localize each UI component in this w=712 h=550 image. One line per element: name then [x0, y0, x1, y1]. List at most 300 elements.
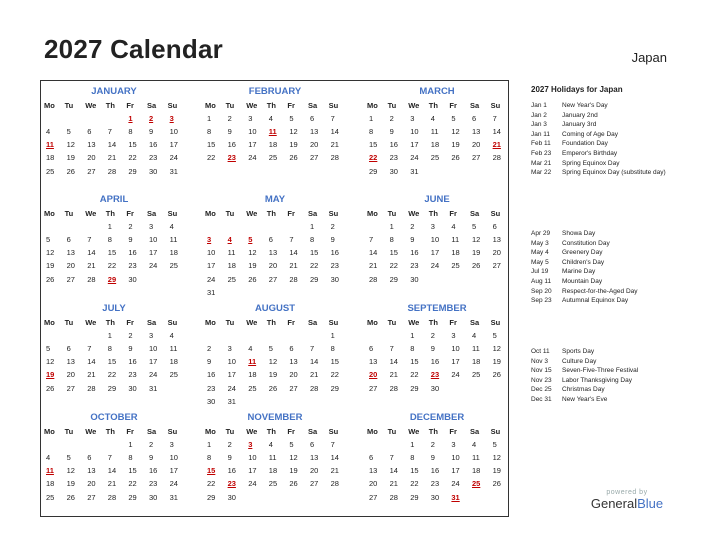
- day-cell: 16: [207, 370, 216, 380]
- day-cell: 28: [330, 479, 339, 489]
- holiday-name: Respect-for-the-Aged Day: [562, 287, 638, 295]
- day-cell: 8: [207, 453, 212, 463]
- day-cell: 18: [430, 140, 440, 150]
- holiday-row: [531, 366, 701, 376]
- holiday-name: Christmas Day: [562, 386, 605, 394]
- day-cell: 3: [149, 222, 154, 232]
- day-cell: 3: [149, 331, 154, 341]
- day-cell: 30: [330, 274, 339, 284]
- day-cell: 7: [107, 127, 112, 137]
- day-cell: 29: [389, 274, 398, 284]
- day-cell: 21: [330, 140, 339, 150]
- day-cell: 7: [389, 344, 394, 354]
- day-cell: 6: [268, 235, 273, 245]
- day-cell: 15: [207, 140, 216, 150]
- day-cell: 9: [430, 453, 435, 463]
- day-cell: 27: [369, 383, 378, 393]
- day-cell: 2: [410, 222, 415, 232]
- day-cell: 31: [169, 492, 178, 502]
- holiday-row: [531, 239, 701, 249]
- weekday-header: Su: [167, 209, 178, 218]
- day-cell: 11: [268, 453, 277, 463]
- day-cell: 23: [330, 261, 339, 271]
- day-cell: 27: [310, 153, 319, 163]
- day-cell: 25: [472, 370, 481, 380]
- day-cell: 25: [430, 153, 440, 163]
- day-cell: 26: [451, 153, 460, 163]
- day-cell: 4: [268, 440, 273, 450]
- day-cell: 2: [227, 114, 232, 124]
- day-cell: 26: [66, 166, 75, 176]
- day-cell: 28: [107, 166, 117, 176]
- day-cell: 30: [430, 383, 440, 393]
- weekday-header: Tu: [225, 318, 235, 327]
- holiday-name: New Year's Eve: [562, 395, 608, 403]
- holiday-row: [531, 168, 701, 178]
- day-cell: 12: [66, 140, 75, 150]
- weekday-header: Su: [490, 318, 501, 327]
- weekday-header: Sa: [308, 318, 318, 327]
- holiday-row: [531, 296, 701, 306]
- day-cell: 27: [472, 153, 481, 163]
- day-cell: 22: [128, 479, 137, 489]
- day-cell: 9: [207, 357, 212, 367]
- day-cell: 9: [128, 235, 133, 245]
- day-cell: 28: [330, 153, 339, 163]
- weekday-header: Th: [105, 318, 115, 327]
- holiday-date: Apr 29: [531, 230, 551, 237]
- day-cell: 18: [472, 466, 481, 476]
- day-cell: 5: [492, 331, 497, 341]
- holiday-group: [531, 229, 701, 306]
- day-cell: 21: [87, 370, 96, 380]
- holiday-name: Labor Thanksgiving Day: [562, 376, 632, 384]
- holiday-day-cell: 2: [149, 114, 154, 124]
- day-cell: 24: [169, 479, 178, 489]
- day-cell: 21: [107, 153, 117, 163]
- day-cell: 19: [289, 466, 298, 476]
- weekday-header: Fr: [449, 209, 457, 218]
- day-cell: 27: [87, 166, 96, 176]
- day-cell: 8: [128, 127, 133, 137]
- weekday-header: Tu: [387, 101, 397, 110]
- weekday-header: Tu: [64, 209, 74, 218]
- weekday-header: Th: [105, 101, 115, 110]
- holiday-row: [531, 111, 701, 121]
- weekday-header: Sa: [147, 318, 157, 327]
- day-cell: 20: [369, 479, 378, 489]
- day-cell: 20: [268, 261, 278, 271]
- day-cell: 14: [87, 357, 96, 367]
- day-cell: 29: [330, 383, 339, 393]
- day-cell: 17: [430, 248, 440, 258]
- holiday-row: [531, 149, 701, 159]
- weekday-header: Mo: [367, 101, 378, 110]
- day-cell: 2: [207, 344, 212, 354]
- day-cell: 4: [46, 127, 51, 137]
- day-cell: 2: [227, 440, 232, 450]
- holiday-row: [531, 248, 701, 258]
- month-name: APRIL: [99, 194, 129, 205]
- day-cell: 24: [169, 153, 178, 163]
- weekday-header: Mo: [205, 318, 216, 327]
- weekday-header: Mo: [367, 318, 378, 327]
- day-cell: 15: [410, 466, 419, 476]
- day-cell: 10: [410, 127, 419, 137]
- weekday-header: Tu: [225, 101, 235, 110]
- day-cell: 8: [330, 344, 335, 354]
- holiday-date: Jan 11: [531, 130, 551, 138]
- day-cell: 24: [207, 274, 216, 284]
- day-cell: 22: [128, 153, 137, 163]
- day-cell: 5: [268, 344, 273, 354]
- day-cell: 16: [430, 357, 440, 367]
- day-cell: 28: [492, 153, 501, 163]
- day-cell: 26: [289, 153, 298, 163]
- day-cell: 9: [149, 127, 154, 137]
- holiday-name: Children's Day: [562, 258, 605, 266]
- weekday-header: Su: [328, 427, 339, 436]
- day-cell: 4: [472, 440, 477, 450]
- day-cell: 31: [410, 166, 419, 176]
- holiday-day-cell: 11: [46, 466, 54, 476]
- day-cell: 4: [472, 331, 477, 341]
- day-cell: 23: [207, 383, 216, 393]
- holiday-row: [531, 395, 701, 405]
- weekday-header: Sa: [470, 101, 480, 110]
- day-cell: 7: [330, 440, 335, 450]
- holiday-day-cell: 29: [107, 274, 117, 284]
- day-cell: 3: [430, 222, 435, 232]
- day-cell: 26: [492, 479, 501, 489]
- day-cell: 17: [169, 466, 178, 476]
- day-cell: 13: [87, 140, 96, 150]
- day-cell: 16: [227, 466, 236, 476]
- day-cell: 22: [107, 370, 117, 380]
- day-cell: 26: [492, 370, 501, 380]
- holiday-name: Constitution Day: [562, 239, 610, 247]
- holiday-row: [531, 347, 701, 357]
- month-name: JULY: [102, 303, 126, 314]
- day-cell: 7: [330, 114, 335, 124]
- day-cell: 29: [410, 383, 419, 393]
- holiday-name: Culture Day: [562, 357, 597, 365]
- holiday-date: Feb 11: [531, 140, 551, 148]
- day-cell: 23: [389, 153, 398, 163]
- weekday-header: Sa: [147, 101, 157, 110]
- day-cell: 24: [248, 153, 257, 163]
- day-cell: 4: [268, 114, 273, 124]
- day-cell: 12: [289, 127, 298, 137]
- holiday-date: Feb 23: [531, 149, 552, 157]
- day-cell: 10: [451, 344, 460, 354]
- day-cell: 3: [451, 440, 456, 450]
- day-cell: 12: [248, 248, 257, 258]
- day-cell: 7: [87, 235, 92, 245]
- weekday-header: Tu: [225, 427, 235, 436]
- day-cell: 12: [492, 453, 501, 463]
- day-cell: 21: [310, 370, 319, 380]
- day-cell: 29: [128, 492, 137, 502]
- day-cell: 20: [87, 479, 96, 489]
- day-cell: 18: [169, 357, 178, 367]
- weekday-header: Sa: [470, 209, 480, 218]
- day-cell: 5: [289, 440, 294, 450]
- day-cell: 15: [107, 248, 117, 258]
- day-cell: 6: [66, 235, 71, 245]
- day-cell: 10: [169, 127, 178, 137]
- day-cell: 25: [451, 261, 460, 271]
- holidays-title: 2027 Holidays for Japan: [531, 85, 623, 94]
- day-cell: 7: [289, 235, 294, 245]
- day-cell: 16: [330, 248, 339, 258]
- weekday-header: Su: [167, 427, 178, 436]
- day-cell: 21: [87, 261, 96, 271]
- weekday-header: Th: [266, 427, 276, 436]
- holiday-day-cell: 23: [430, 370, 440, 380]
- holiday-day-cell: 5: [248, 235, 253, 245]
- holiday-day-cell: 31: [451, 492, 460, 502]
- day-cell: 20: [310, 466, 319, 476]
- day-cell: 22: [310, 261, 319, 271]
- holiday-row: [531, 277, 701, 287]
- day-cell: 13: [87, 466, 96, 476]
- day-cell: 8: [128, 453, 133, 463]
- weekday-header: Tu: [387, 209, 397, 218]
- day-cell: 18: [451, 248, 460, 258]
- day-cell: 1: [330, 331, 335, 341]
- day-cell: 15: [369, 140, 378, 150]
- day-cell: 8: [107, 235, 112, 245]
- day-cell: 29: [128, 166, 137, 176]
- day-cell: 27: [268, 274, 278, 284]
- day-cell: 5: [289, 114, 294, 124]
- day-cell: 16: [389, 140, 398, 150]
- weekday-header: Su: [328, 101, 339, 110]
- day-cell: 16: [149, 466, 158, 476]
- day-cell: 19: [492, 357, 501, 367]
- weekday-header: Mo: [44, 209, 55, 218]
- day-cell: 21: [389, 479, 398, 489]
- day-cell: 9: [330, 235, 335, 245]
- day-cell: 23: [128, 261, 137, 271]
- weekday-header: Th: [266, 318, 276, 327]
- day-cell: 22: [207, 153, 216, 163]
- weekday-header: Fr: [287, 318, 295, 327]
- day-cell: 22: [410, 479, 419, 489]
- weekday-header: Sa: [147, 209, 157, 218]
- day-cell: 2: [430, 331, 435, 341]
- holiday-date: Nov 3: [531, 357, 548, 365]
- day-cell: 29: [310, 274, 319, 284]
- day-cell: 29: [369, 166, 378, 176]
- day-cell: 25: [268, 479, 278, 489]
- day-cell: 8: [310, 235, 315, 245]
- day-cell: 9: [149, 453, 154, 463]
- weekday-header: Sa: [147, 427, 157, 436]
- weekday-header: Th: [428, 427, 438, 436]
- day-cell: 17: [227, 370, 236, 380]
- weekday-header: Th: [428, 209, 438, 218]
- day-cell: 12: [46, 357, 55, 367]
- day-cell: 26: [66, 492, 75, 502]
- weekday-header: We: [246, 209, 258, 218]
- holiday-date: Sep 23: [531, 297, 552, 305]
- day-cell: 31: [207, 287, 216, 297]
- day-cell: 11: [430, 127, 439, 137]
- day-cell: 2: [128, 222, 133, 232]
- holiday-day-cell: 3: [248, 440, 253, 450]
- day-cell: 16: [227, 140, 236, 150]
- day-cell: 15: [310, 248, 319, 258]
- day-cell: 15: [107, 357, 117, 367]
- day-cell: 21: [107, 479, 117, 489]
- weekday-header: Th: [105, 209, 115, 218]
- day-cell: 29: [107, 383, 117, 393]
- day-cell: 19: [472, 248, 481, 258]
- holiday-name: Sports Day: [562, 348, 595, 355]
- day-cell: 13: [66, 248, 75, 258]
- month-name: SEPTEMBER: [407, 303, 467, 314]
- day-cell: 10: [227, 357, 236, 367]
- weekday-header: Sa: [308, 209, 318, 218]
- holiday-row: [531, 376, 701, 386]
- day-cell: 16: [128, 248, 137, 258]
- day-cell: 14: [289, 248, 298, 258]
- month-name: MAY: [264, 194, 286, 205]
- day-cell: 23: [128, 370, 137, 380]
- day-cell: 30: [227, 492, 236, 502]
- holiday-day-cell: 19: [46, 370, 55, 380]
- day-cell: 21: [330, 466, 339, 476]
- weekday-header: Tu: [64, 318, 74, 327]
- holiday-date: Jan 1: [531, 102, 547, 109]
- weekday-header: Fr: [287, 209, 295, 218]
- day-cell: 24: [451, 370, 460, 380]
- day-cell: 10: [248, 127, 257, 137]
- day-cell: 1: [128, 440, 133, 450]
- day-cell: 10: [451, 453, 460, 463]
- weekday-header: Su: [490, 427, 501, 436]
- weekday-header: Mo: [44, 101, 55, 110]
- day-cell: 27: [87, 492, 96, 502]
- day-cell: 11: [472, 453, 480, 463]
- day-cell: 6: [66, 344, 71, 354]
- day-cell: 25: [227, 274, 236, 284]
- day-cell: 12: [492, 344, 501, 354]
- day-cell: 12: [46, 248, 55, 258]
- day-cell: 2: [430, 440, 435, 450]
- day-cell: 20: [492, 248, 501, 258]
- day-cell: 18: [46, 153, 55, 163]
- day-cell: 1: [207, 440, 212, 450]
- holiday-date: Dec 31: [531, 395, 552, 403]
- weekday-header: Mo: [367, 209, 378, 218]
- day-cell: 25: [46, 492, 55, 502]
- holiday-row: [531, 258, 701, 268]
- day-cell: 13: [492, 235, 501, 245]
- holiday-row: [531, 385, 701, 395]
- day-cell: 5: [66, 127, 71, 137]
- holiday-day-cell: 22: [369, 153, 378, 163]
- country-label: Japan: [631, 50, 667, 65]
- weekday-header: Th: [428, 101, 438, 110]
- month-name: JANUARY: [91, 86, 137, 97]
- day-cell: 9: [128, 344, 133, 354]
- weekday-header: Mo: [205, 427, 216, 436]
- day-cell: 25: [169, 261, 178, 271]
- day-cell: 23: [149, 153, 158, 163]
- day-cell: 13: [369, 466, 378, 476]
- month-name: DECEMBER: [409, 412, 465, 423]
- day-cell: 18: [268, 466, 278, 476]
- holiday-name: January 2nd: [562, 111, 598, 119]
- day-cell: 17: [169, 140, 178, 150]
- day-cell: 24: [430, 261, 440, 271]
- holiday-date: Jul 19: [531, 268, 549, 276]
- weekday-header: Mo: [44, 427, 55, 436]
- day-cell: 8: [107, 344, 112, 354]
- holiday-day-cell: 15: [207, 466, 216, 476]
- day-cell: 12: [289, 453, 298, 463]
- day-cell: 19: [66, 479, 75, 489]
- day-cell: 18: [248, 370, 257, 380]
- holiday-name: Showa Day: [562, 230, 596, 237]
- day-cell: 14: [87, 248, 96, 258]
- day-cell: 1: [107, 331, 112, 341]
- day-cell: 11: [169, 344, 178, 354]
- weekday-header: We: [85, 427, 97, 436]
- day-cell: 9: [430, 344, 435, 354]
- holiday-date: May 5: [531, 258, 549, 266]
- day-cell: 28: [87, 383, 96, 393]
- day-cell: 10: [149, 344, 158, 354]
- weekday-header: Fr: [287, 101, 295, 110]
- holiday-name: Autumnal Equinox Day: [562, 297, 629, 305]
- day-cell: 30: [128, 383, 137, 393]
- day-cell: 6: [472, 114, 477, 124]
- holiday-date: May 3: [531, 239, 549, 247]
- day-cell: 18: [46, 479, 55, 489]
- weekday-header: Tu: [64, 101, 74, 110]
- day-cell: 11: [451, 235, 460, 245]
- day-cell: 2: [149, 440, 154, 450]
- day-cell: 9: [227, 127, 232, 137]
- holiday-day-cell: 11: [268, 127, 277, 137]
- day-cell: 23: [149, 479, 158, 489]
- holiday-name: Foundation Day: [562, 140, 608, 148]
- holiday-date: Aug 11: [531, 277, 552, 285]
- holiday-name: Greenery Day: [562, 249, 603, 257]
- day-cell: 10: [430, 235, 440, 245]
- day-cell: 7: [389, 453, 394, 463]
- day-cell: 6: [492, 222, 497, 232]
- day-cell: 6: [310, 440, 315, 450]
- weekday-header: Su: [167, 318, 178, 327]
- day-cell: 4: [430, 114, 435, 124]
- holiday-day-cell: 23: [227, 153, 236, 163]
- holiday-date: Oct 11: [531, 348, 550, 355]
- weekday-header: Mo: [205, 101, 216, 110]
- weekday-header: Th: [266, 209, 276, 218]
- holiday-row: [531, 287, 701, 297]
- day-cell: 30: [410, 274, 419, 284]
- day-cell: 9: [389, 127, 394, 137]
- month-name: OCTOBER: [90, 412, 138, 423]
- month-name: FEBRUARY: [248, 86, 302, 97]
- day-cell: 18: [472, 357, 481, 367]
- day-cell: 13: [472, 127, 481, 137]
